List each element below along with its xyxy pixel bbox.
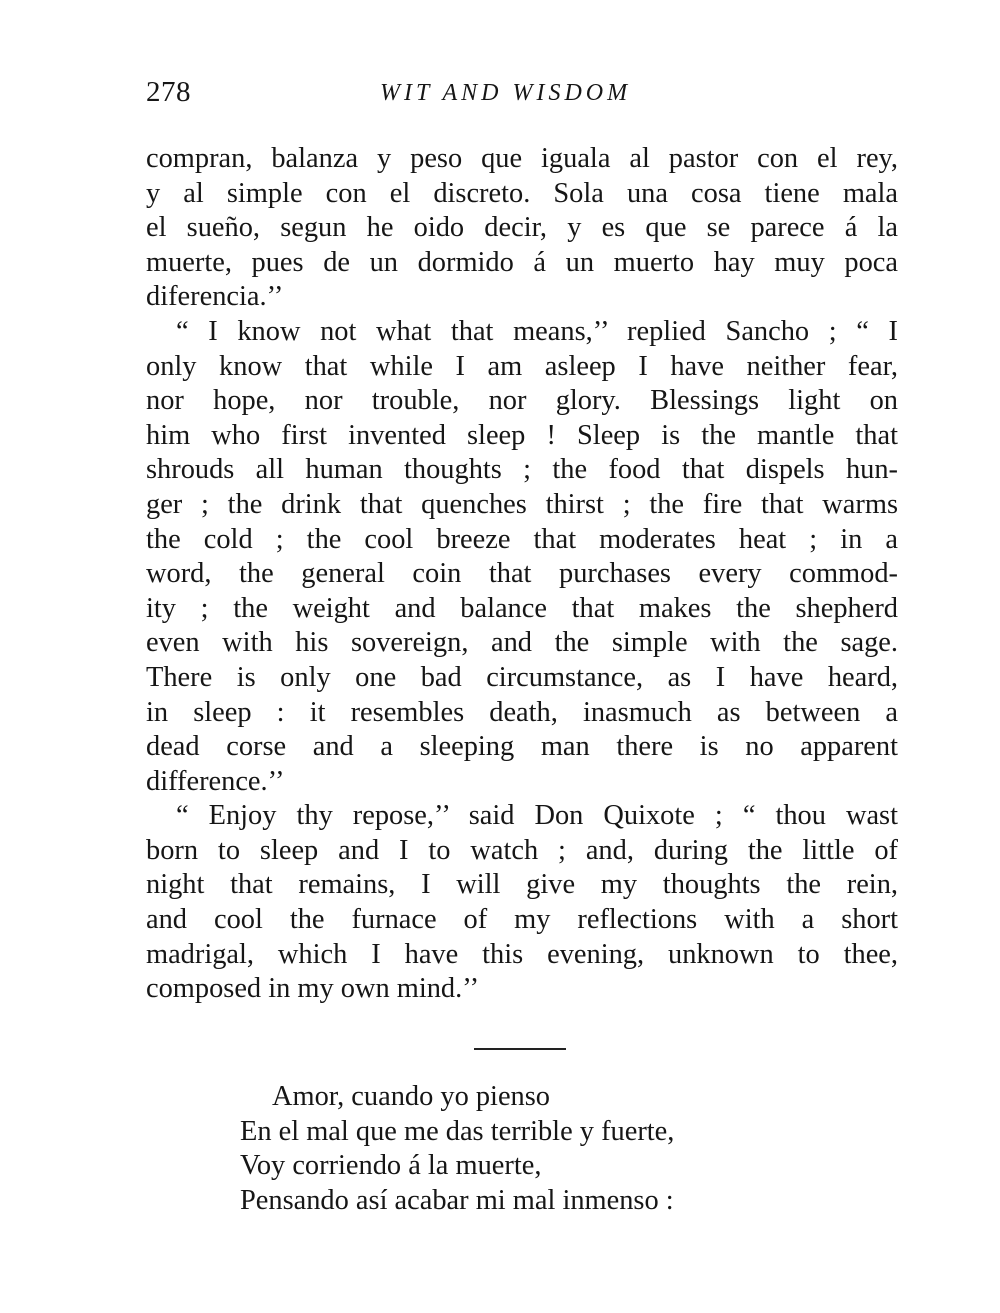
running-head: WIT AND WISDOM — [380, 80, 632, 106]
text-line: him who first invented sleep ! Sleep is the mantle that — [146, 419, 898, 451]
body-text — [146, 142, 898, 1007]
text-line: only know that while I am asleep I have neither fear, — [146, 350, 898, 382]
page-number: 278 — [146, 76, 191, 108]
text-line: muerte, pues de un dormido á un muerto hay muy poca — [146, 246, 898, 278]
text-line: compran, balanza y peso que iguala al pastor con el rey, — [146, 143, 898, 174]
text-line: There is only one bad circumstance, as I have heard, — [146, 661, 898, 693]
text-line: dead corse and a sleeping man there is no apparent — [146, 731, 898, 763]
text-line: shrouds all human thoughts ; the food that dispels hun- — [146, 454, 898, 486]
text-line: el sueño, segun he oido decir, y es que se parece á la — [146, 212, 898, 244]
text-line: composed in my own mind.’’ — [146, 973, 480, 1005]
text-line: ity ; the weight and balance that makes the shepherd — [146, 592, 898, 624]
poem-line: Voy corriendo á la muerte, — [240, 1150, 542, 1182]
text-line: “ Enjoy thy repose,’’ said Don Quixote ; “ thou wast — [176, 800, 898, 832]
poem-line: En el mal que me das terrible y fuerte, — [240, 1115, 675, 1147]
text-line: “ I know not what that means,’’ replied Sancho ; “ I — [176, 315, 898, 347]
text-line: y al simple con el discreto. Sola una cosa tiene mala — [146, 177, 898, 209]
text-line: and cool the furnace of my reflections with a short — [146, 904, 898, 936]
text-line: born to sleep and I to watch ; and, during the little of — [146, 834, 898, 866]
text-line: ger ; the drink that quenches thirst ; the fire that warms — [146, 488, 898, 520]
section-divider — [474, 1048, 566, 1050]
text-line: difference.’’ — [146, 765, 285, 797]
poem-line: Amor, cuando yo pienso — [272, 1081, 550, 1112]
poem-line: Pensando así acabar mi mal inmenso : — [240, 1184, 674, 1216]
text-line: madrigal, which I have this evening, unknown to thee, — [146, 938, 898, 970]
text-line: night that remains, I will give my thoughts the rein, — [146, 869, 898, 901]
text-line: the cold ; the cool breeze that moderates heat ; in a — [146, 523, 898, 555]
text-line: in sleep : it resembles death, inasmuch as between a — [146, 696, 898, 728]
poem — [240, 1080, 674, 1218]
text-line: word, the general coin that purchases every commod- — [146, 558, 898, 590]
text-line: diferencia.’’ — [146, 281, 284, 313]
text-line: nor hope, nor trouble, nor glory. Blessings light on — [146, 385, 898, 417]
text-line: even with his sovereign, and the simple with the sage. — [146, 627, 898, 659]
